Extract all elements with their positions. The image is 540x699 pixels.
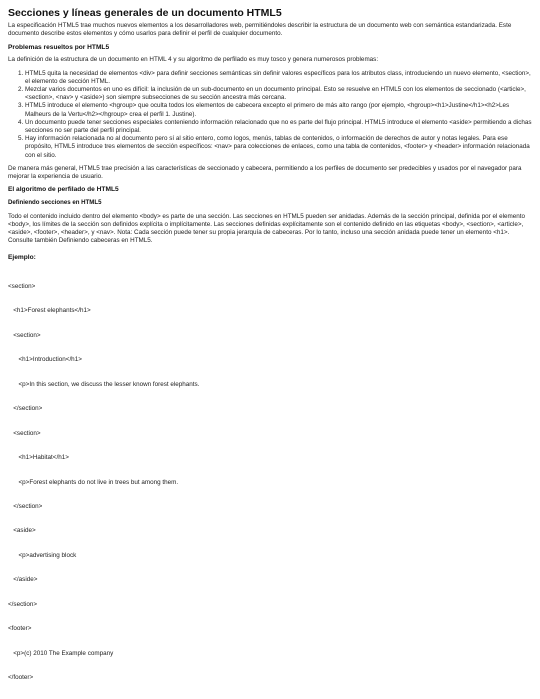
problems-intro: La definición de la estructura de un documento en HTML 4 y su algoritmo de perfilado es muy tosco y genera numerosos problemas:	[8, 56, 379, 64]
list-item: 1. HTML5 quita la necesidad de elementos <div> para definir secciones semánticas sin definir valores específicos para los atributos class, introduciendo un nuevo elemento, <section>, el elemento de sección HTML.	[25, 70, 532, 86]
defining-sections-paragraph: Todo el contenido incluido dentro del elemento <body> es parte de una sección. Las secciones en HTML5 pueden ser anidadas. Además de la sección principal, definida por el elemento <body>, los límites de la sección son definidos explícita o implícitamente. Las secciones definidas explícitamente son el contenido definido en las etiquetas <body>, <section>, <article>, <aside>, <footer>, <header>, y <nav>. Nota: Cada sección puede tener su propia jerarquía de cabeceras. Por lo tanto, incluso una sección anidada puede tener un elemento <h1>. Consulte también Definiendo cabeceras en HTML5.	[8, 212, 526, 245]
code-line: <h1>Habitat</h1>	[8, 454, 69, 462]
list-item: 2. Mezclar varios documentos en uno es difícil: la inclusión de un sub-documento en un documento principal. Esto se resuelve en HTML5 con los elementos de seccionado (<article>, <section>, <nav> y <aside>) son siempre subsecciones de su sección ancestra más cercana.	[25, 86, 532, 102]
example-heading: Ejemplo:	[8, 253, 36, 261]
example-code-block	[8, 267, 532, 699]
problems-conclusion: De manera más general, HTML5 trae precisión a las características de seccionado y cabecera, permitiendo a los perfiles de documento ser predecibles y usados por el navegador para mejorar la experiencia de usuario.	[8, 164, 522, 181]
code-line: <p>Forest elephants do not live in trees but among them.	[8, 478, 179, 486]
list-item: 4. Un documento puede tener secciones especiales conteniendo información relacionado que no es parte del flujo principal. HTML5 introduce el elemento <aside> permitiendo a dichas secciones no ser parte del perfil principal.	[25, 119, 532, 135]
code-line: </aside>	[8, 576, 38, 584]
defining-sections-heading: Definiendo secciones en HTML5	[8, 199, 102, 207]
document-page	[0, 3, 540, 682]
code-line: <h1>Introduction</h1>	[8, 356, 82, 364]
intro-paragraph: La especificación HTML5 trae muchos nuevos elementos a los desarrolladores web, permitiéndoles describir la estructura de un documento web con semántica estandarizada. Este documento describe estos elementos y cómo usarlos para definir el perfil de cualquier documento.	[8, 22, 512, 38]
code-line: <p>In this section, we discuss the lesser known forest elephants.	[8, 380, 200, 388]
code-line: <section>	[8, 331, 41, 339]
list-item: 3. HTML5 introduce el elemento <hgroup> que oculta todos los elementos de cabecera excepto el primero de más alto rango (por ejemplo, <hgroup><h1>Justine</h1><h2>Les Malheurs de la Vertu</h2></hgroup> crea el perfil 1. Justine).	[25, 102, 532, 118]
page-title: Secciones y líneas generales de un documento HTML5	[8, 7, 282, 19]
list-item: 5. Hay información relacionada no al documento pero sí al sitio entero, como logos, menús, tablas de contenidos, o información de derechos de autor y notas legales. Para ese propósito, HTML5 introduce tres elementos de sección específicos: <nav> para colecciones de enlaces, como una tabla de contenidos, <footer> y <header> información relacionada con el sitio.	[25, 135, 532, 160]
problems-list	[8, 70, 532, 160]
algorithm-heading: El algoritmo de perfilado de HTML5	[8, 186, 119, 194]
code-line: <footer>	[8, 625, 32, 633]
code-line: </footer>	[8, 674, 34, 682]
code-line: <p>advertising block	[8, 551, 77, 559]
code-line: <section>	[8, 429, 41, 437]
problems-heading: Problemas resueltos por HTML5	[8, 44, 110, 52]
code-line: <h1>Forest elephants</h1>	[8, 307, 91, 315]
code-line: </section>	[8, 600, 38, 608]
code-line: </section>	[8, 405, 43, 413]
code-line: <p>(c) 2010 The Example company	[8, 649, 114, 657]
code-line: <section>	[8, 282, 36, 290]
code-line: </section>	[8, 502, 43, 510]
code-line: <aside>	[8, 527, 36, 535]
